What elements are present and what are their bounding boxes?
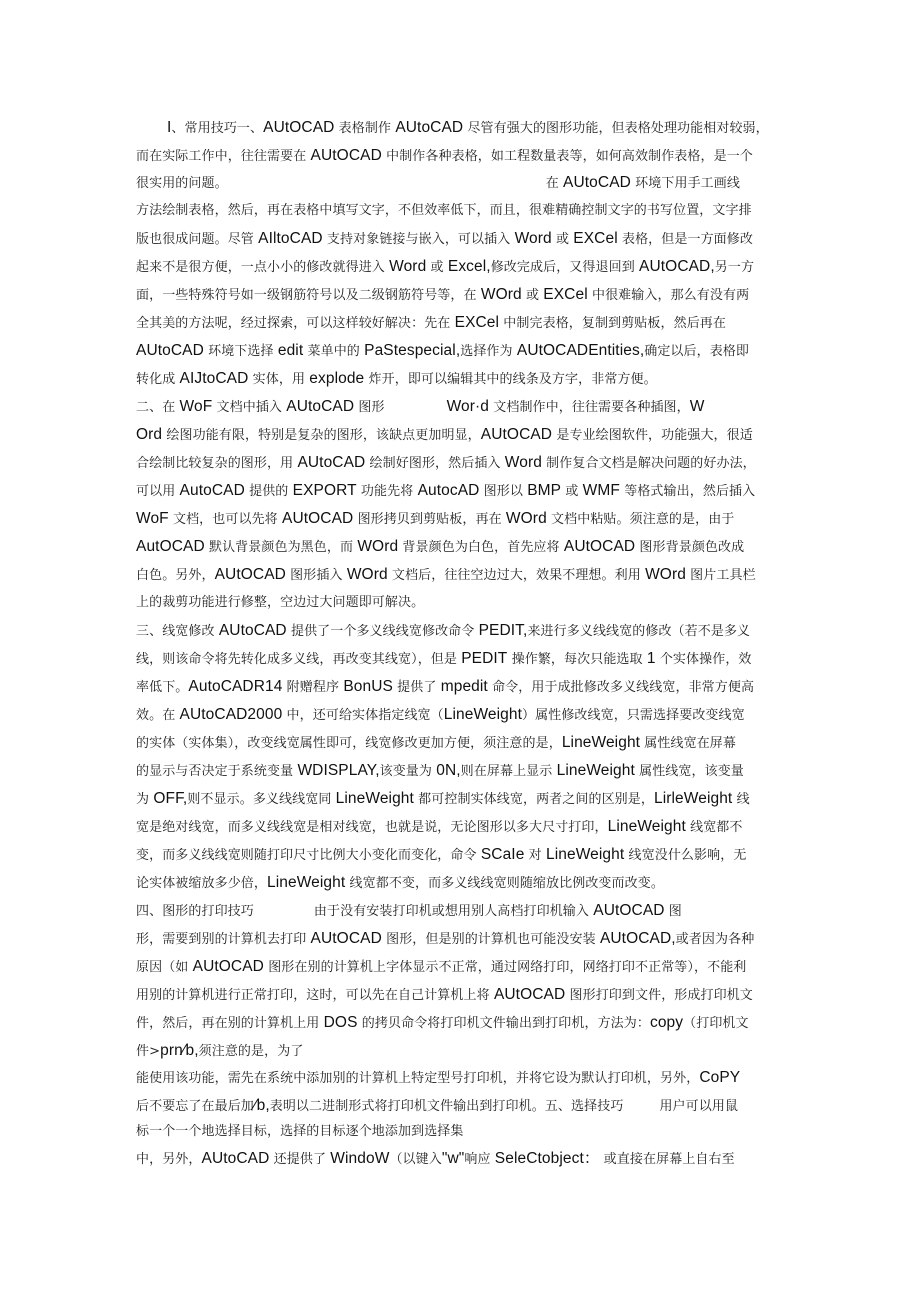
text-run: AUtoCAD xyxy=(201,1150,270,1167)
text-line xyxy=(136,957,796,978)
text-run: 背景颜色为白色，首先应将 xyxy=(398,540,564,555)
text-run: 绘制好图形，然后插入 xyxy=(365,456,505,471)
text-run: 命令，用于成批修改多义线线宽，非常方便高 xyxy=(487,680,755,695)
text-line xyxy=(136,565,796,586)
text-run: AUtOCAD xyxy=(310,930,382,947)
text-line xyxy=(136,313,796,334)
text-run: WOrd xyxy=(480,286,522,303)
text-run: 效。在 xyxy=(136,708,180,723)
text-run: LineWeight xyxy=(561,734,641,751)
text-line xyxy=(136,1068,796,1089)
text-run: 二、在 xyxy=(136,400,180,415)
text-line xyxy=(136,146,796,167)
text-run: 另一方 xyxy=(714,260,755,275)
text-run: 图 xyxy=(664,904,682,919)
text-line xyxy=(136,257,796,278)
text-run: 率低下。 xyxy=(136,680,189,695)
text-run: 三、线宽修改 xyxy=(136,624,219,639)
text-run: AutoCADR14 xyxy=(188,678,283,695)
text-run: 或 xyxy=(521,288,544,303)
text-run: CoPY xyxy=(699,1069,741,1086)
text-run: 中制作各种表格，如工程数量表等，如何高效制作表格，是一个 xyxy=(381,149,753,164)
text-run: Word xyxy=(514,230,552,247)
text-line xyxy=(136,397,796,418)
text-line xyxy=(136,341,796,362)
text-line xyxy=(136,621,796,642)
text-run: 附赠程序 xyxy=(282,680,344,695)
text-run: AUtoCAD xyxy=(136,342,204,359)
text-run: 用别的计算机进行正常打印，这时，可以先在自己计算机上将 xyxy=(136,988,494,1003)
text-run: EXCel xyxy=(543,286,588,303)
text-line xyxy=(136,1122,796,1142)
text-run: 个实体操作，效 xyxy=(655,652,752,667)
text-run: WOrd xyxy=(645,566,686,583)
text-run: 修改完成后，又得退回到 xyxy=(490,260,640,275)
text-run: ）属性修改线宽，只需选择要改变线宽 xyxy=(522,708,745,723)
text-run: （打印机文 xyxy=(683,1016,749,1031)
text-run: 环境下选择 xyxy=(203,344,278,359)
text-run: 四、图形的打印技巧 xyxy=(136,904,254,919)
text-run: WOrd xyxy=(505,510,547,527)
text-run: AUtoCAD xyxy=(286,398,355,415)
text-run: 中很难输入，那么有没有两 xyxy=(587,288,750,303)
text-run: 则在屏幕上显示 xyxy=(460,764,557,779)
text-run: AUtOCAD xyxy=(214,566,286,583)
text-run: AUtOCAD xyxy=(192,958,264,975)
text-run: prn⁄b, xyxy=(160,1042,199,1059)
text-run: 或者因为各种 xyxy=(675,932,755,947)
text-run: 全其美的方法呢，经过探索，可以这样较好解决：先在 xyxy=(136,316,455,331)
text-run: 起来不是很方便，一点小小的修改就得进入 xyxy=(136,260,390,275)
text-run: Word xyxy=(504,454,542,471)
text-run: 则不显示。多义线线宽同 xyxy=(187,792,336,807)
text-run: 图形，但是别的计算机也可能没安装 xyxy=(381,932,600,947)
text-run: 炸开，即可以编辑其中的线条及方字，非常方便。 xyxy=(364,372,657,387)
text-run: 提供了一个多义线线宽修改命令 xyxy=(286,624,479,639)
text-run: LineWeight xyxy=(607,818,686,835)
text-line xyxy=(136,929,796,950)
text-line xyxy=(136,481,796,502)
text-line xyxy=(136,201,796,221)
text-run: Excel, xyxy=(447,258,491,275)
text-run: 或 xyxy=(551,232,574,247)
text-line xyxy=(136,593,796,613)
text-run: 响应 xyxy=(464,1152,495,1167)
text-run: 提供的 xyxy=(244,484,293,499)
text-run: 由于没有安装打印机或想用别人高档打印机输入 xyxy=(313,904,594,919)
text-line xyxy=(136,453,796,474)
text-run: 文档后，往往空边过大，效果不理想。利用 xyxy=(387,568,646,583)
text-run: AutOCAD xyxy=(136,538,205,555)
text-run: 版也很成问题。尽管 xyxy=(136,232,259,247)
text-run: 线 xyxy=(732,792,750,807)
text-run: SCaIe xyxy=(480,846,525,863)
text-run: AUtOCAD xyxy=(480,426,553,443)
text-run: 件，然后，再在别的计算机上用 xyxy=(136,1016,324,1031)
text-line xyxy=(136,789,796,810)
text-run: 宽是绝对线宽，而多义线线宽是相对线宽，也就是说，无论图形以多大尺寸打印， xyxy=(136,820,608,835)
text-run: AUtoCAD xyxy=(395,119,464,136)
text-run: 面，一些特殊符号如一级钢筋符号以及二级钢筋符号等，在 xyxy=(136,288,481,303)
text-run: AutoCAD xyxy=(179,482,245,499)
text-line xyxy=(136,817,796,838)
text-run: I xyxy=(167,119,172,136)
text-run: 件> xyxy=(136,1044,161,1059)
text-run: 为 xyxy=(136,792,154,807)
text-run: 都可控制实体线宽，两者之间的区别是， xyxy=(413,792,654,807)
text-line xyxy=(136,1149,796,1170)
text-run: 表格制作 xyxy=(334,121,396,136)
text-run: 图形拷贝到剪贴板，再在 xyxy=(353,512,506,527)
text-line xyxy=(136,677,796,698)
text-run: 线宽都不变，而多义线线宽则随缩放比例改变而改变。 xyxy=(345,876,664,891)
text-run: 论实体被缩放多少倍， xyxy=(136,876,268,891)
text-run: EXCel xyxy=(573,230,618,247)
text-line xyxy=(136,705,796,726)
text-line xyxy=(136,1013,796,1034)
text-run: 表格，但是一方面修改 xyxy=(617,232,753,247)
text-run: 上的裁剪功能进行修整，空边过大问题即可解决。 xyxy=(136,595,425,610)
text-run: 0N, xyxy=(436,762,461,779)
text-run: 后不要忘了在最后加 xyxy=(136,1099,254,1114)
text-run: 1 xyxy=(646,650,656,667)
text-run: AUtOCAD, xyxy=(639,258,715,275)
text-run: 转化成 xyxy=(136,372,180,387)
text-line xyxy=(136,425,796,446)
text-run: edit xyxy=(277,342,304,359)
text-run: EXCel xyxy=(454,314,500,331)
text-run: 变，而多义线线宽则随打印尺寸比例大小变化而变化，命令 xyxy=(136,848,481,863)
text-run: 而在实际工作中，往往需要在 xyxy=(136,149,311,164)
text-run: 还提供了 xyxy=(269,1152,331,1167)
text-run: 可以用 xyxy=(136,484,180,499)
text-line xyxy=(136,1096,796,1117)
text-run: 的实体（实体集），改变线宽属性即可，线宽修改更加方便，须注意的是， xyxy=(136,736,562,751)
text-run: 提供了 xyxy=(392,680,441,695)
text-run: "w" xyxy=(441,1150,465,1167)
text-run: AUtoCAD xyxy=(297,454,366,471)
text-run: 的显示与否决定于系统变量 xyxy=(136,764,298,779)
text-run: 原因（如 xyxy=(136,960,193,975)
text-run: 制作复合文档是解决问题的好办法， xyxy=(541,456,756,471)
text-run: LineWeight xyxy=(546,846,625,863)
text-run: AUtoCAD xyxy=(563,174,631,191)
text-run: LineWeight xyxy=(443,706,523,723)
text-run: 功能先将 xyxy=(356,484,418,499)
text-run: AUtOCAD xyxy=(310,147,382,164)
text-run: WMF xyxy=(582,482,620,499)
text-run: WOrd xyxy=(357,538,399,555)
text-run: Ord xyxy=(136,426,163,443)
text-run: 或直接在屏幕上自右至 xyxy=(599,1152,735,1167)
text-run: 文档，也可以先将 xyxy=(168,512,283,527)
text-run: 用户可以用鼠 xyxy=(659,1099,739,1114)
text-run: 文档制作中，往往需要各种插图， xyxy=(489,400,690,415)
text-run: 图形插入 xyxy=(285,568,347,583)
text-run: 图形打印到文件，形成打印机文 xyxy=(565,988,753,1003)
text-run: 图形 xyxy=(354,400,385,415)
text-run: AUtoCAD2000 xyxy=(179,706,283,723)
text-run: 尽管有强大的图形功能，但表格处理功能相对较弱， xyxy=(463,121,769,136)
text-run: 默认背景颜色为黑色，而 xyxy=(204,540,358,555)
text-line xyxy=(136,761,796,782)
text-line xyxy=(136,509,796,530)
text-run: 形，需要到别的计算机去打印 xyxy=(136,932,311,947)
text-line xyxy=(136,985,796,1006)
text-line xyxy=(136,1041,796,1062)
text-run: 标一个一个地选择目标，选择的目标逐个地添加到选择集 xyxy=(136,1124,464,1139)
text-run: 或 xyxy=(561,484,583,499)
text-run: Wor·d xyxy=(446,398,490,415)
text-run: 很实用的问题。 xyxy=(136,176,228,191)
text-run: PaStespecial, xyxy=(364,342,461,359)
text-run: 中制完表格，复制到剪贴板，然后再在 xyxy=(499,316,727,331)
text-run: BMP xyxy=(527,482,562,499)
text-run: 白色。另外， xyxy=(136,568,215,583)
text-run: 绘图功能有限，特别是复杂的图形，该缺点更加明显， xyxy=(162,428,481,443)
text-run: 、常用技巧一、 xyxy=(171,121,264,136)
text-run: 在 xyxy=(545,176,564,191)
text-run: PEDIT, xyxy=(478,622,528,639)
text-line xyxy=(136,649,796,670)
text-run: 操作繁，每次只能选取 xyxy=(507,652,647,667)
text-run: 确定以后，表格即 xyxy=(644,344,750,359)
text-line xyxy=(136,901,796,922)
text-run: BonUS xyxy=(343,678,393,695)
text-run: 文档中插入 xyxy=(212,400,287,415)
text-line xyxy=(136,537,796,558)
text-run: 中，还可给实体指定线宽（ xyxy=(282,708,444,723)
text-run: 图形以 xyxy=(479,484,528,499)
text-line xyxy=(136,733,796,754)
text-run: SeleCtobject： xyxy=(494,1150,600,1167)
text-run: AIltoCAD xyxy=(258,230,323,247)
text-run: DOS xyxy=(323,1014,358,1031)
text-run: LineWeight xyxy=(267,874,346,891)
text-run: LineWeight xyxy=(556,762,635,779)
text-run: 图形在别的计算机上字体显示不正常，通过网络打印，网络打印不正常等），不能利 xyxy=(263,960,747,975)
text-run: WoF xyxy=(136,510,169,527)
text-run: AIJtoCAD xyxy=(179,370,249,387)
text-run: AUtOCAD, xyxy=(599,930,676,947)
text-run: AUtoCAD xyxy=(218,622,287,639)
text-run: 环境下用手工画线 xyxy=(630,176,740,191)
text-run: Word xyxy=(389,258,427,275)
text-run: WoF xyxy=(179,398,213,415)
text-run: 是专业绘图软件，功能强大，很适 xyxy=(552,428,753,443)
text-run: WindoW xyxy=(330,1150,390,1167)
text-run: PEDIT xyxy=(461,650,508,667)
text-run: AUtOCAD xyxy=(263,119,335,136)
text-run: 属性线宽在屏幕 xyxy=(640,736,737,751)
text-line xyxy=(136,873,796,894)
text-run: 能使用该功能，需先在系统中添加别的计算机上特定型号打印机，并将它设为默认打印机，另外， xyxy=(136,1071,700,1086)
text-run: 文档中粘贴。须注意的是，由于 xyxy=(546,512,735,527)
text-line xyxy=(136,369,796,390)
text-run: 线宽没什么影响，无 xyxy=(624,848,747,863)
text-run: 表明以二进制形式将打印机文件输出到打印机。五、选择技巧 xyxy=(269,1099,624,1114)
text-run: 菜单中的 xyxy=(303,344,365,359)
text-run: AUtOCAD xyxy=(282,510,354,527)
text-run: 的拷贝命令将打印机文件输出到打印机，方法为： xyxy=(357,1016,650,1031)
text-run: WOrd xyxy=(346,566,388,583)
text-run: 实体，用 xyxy=(248,372,310,387)
text-run: 选择作为 xyxy=(460,344,517,359)
text-run: 图片工具栏 xyxy=(685,568,756,583)
text-run: 合绘制比较复杂的图形，用 xyxy=(136,456,298,471)
text-run: WDISPLAY, xyxy=(297,762,380,779)
text-run: AutocAD xyxy=(417,482,480,499)
text-line xyxy=(167,118,827,139)
text-run: AUtOCAD xyxy=(563,538,636,555)
text-run: 图形背景颜色改成 xyxy=(635,540,745,555)
text-run: explode xyxy=(309,370,365,387)
text-run: 支持对象链接与嵌入，可以插入 xyxy=(322,232,515,247)
text-line xyxy=(136,229,796,250)
text-run: 线宽都不 xyxy=(685,820,743,835)
text-run: 方法绘制表格，然后，再在表格中填写文字，不但效率低下，而且，很难精确控制文字的书写位置，文字排 xyxy=(136,203,752,218)
text-run: 或 xyxy=(426,260,448,275)
text-run: OFF, xyxy=(153,790,188,807)
text-run: 中，另外， xyxy=(136,1152,202,1167)
text-run: LineWeight xyxy=(335,790,414,807)
text-line xyxy=(136,285,796,306)
text-run: 须注意的是，为了 xyxy=(198,1044,304,1059)
text-run: AUtOCADEntities, xyxy=(516,342,645,359)
text-run: mpedit xyxy=(440,678,488,695)
text-run: 对 xyxy=(524,848,547,863)
text-run: （以键入 xyxy=(389,1152,442,1167)
text-run: 属性线宽，该变量 xyxy=(634,764,744,779)
text-run: 等格式输出，然后插入 xyxy=(619,484,756,499)
text-run: 线，则该命令将先转化成多义线，再改变其线宽），但是 xyxy=(136,652,462,667)
text-line xyxy=(136,845,796,866)
text-run: copy xyxy=(649,1014,684,1031)
text-run: 该变量为 xyxy=(379,764,437,779)
text-run: W xyxy=(689,398,705,415)
text-run: ⁄b, xyxy=(253,1097,270,1114)
text-line xyxy=(136,173,796,194)
text-run: EXPORT xyxy=(292,482,357,499)
text-run: LirleWeight xyxy=(653,790,733,807)
text-run: AUtOCAD xyxy=(593,902,665,919)
text-run: 来进行多义线线宽的修改（若不是多义 xyxy=(527,624,751,639)
text-run: AUtOCAD xyxy=(493,986,566,1003)
